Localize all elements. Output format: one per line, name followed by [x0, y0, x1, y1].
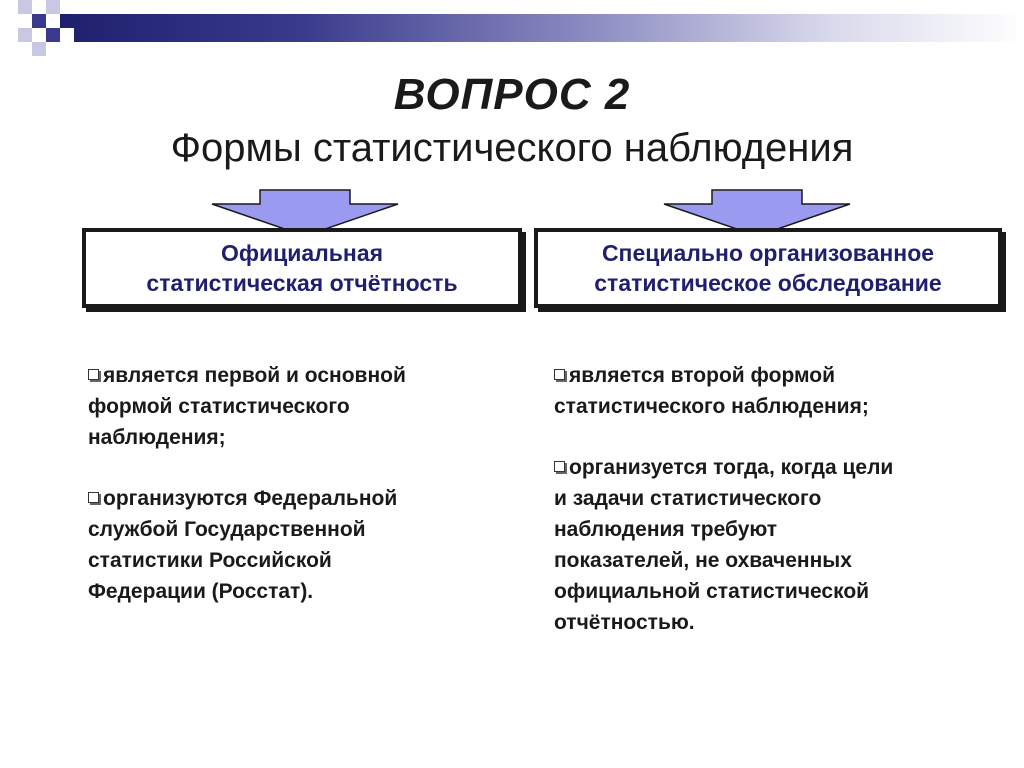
slide-title: ВОПРОС 2	[393, 70, 631, 119]
left-bullet-list	[88, 360, 508, 637]
list-item-text: организуются Федеральной службой Государственной статистики Российской Федерации (Росстат).	[88, 487, 398, 603]
left-box-line2: статистическая отчётность	[146, 270, 458, 296]
decor-square	[32, 14, 46, 28]
decor-square	[18, 0, 32, 14]
list-item-text: организуется тогда, когда цели и задачи статистического наблюдения требуют показателей, не охваченных официальной статистической отчётностью.	[554, 456, 894, 634]
list-item	[88, 360, 508, 453]
slide-subtitle: Формы статистического наблюдения	[170, 126, 854, 170]
checkbox-bullet-icon	[88, 369, 99, 380]
right-category-box	[534, 228, 1002, 308]
checkbox-bullet-icon	[554, 461, 565, 472]
decor-square	[46, 0, 60, 14]
right-bullet-list	[554, 360, 994, 668]
left-box-line1: Официальная	[220, 240, 384, 266]
list-item	[554, 452, 994, 638]
checkbox-bullet-icon	[88, 492, 99, 503]
right-box-line2: статистическое обследование	[594, 270, 942, 296]
list-item-text: является первой и основной формой статистического наблюдения;	[88, 364, 406, 449]
checkbox-bullet-icon	[554, 369, 565, 380]
decor-square	[46, 28, 60, 42]
left-category-box	[82, 228, 522, 308]
decor-square	[32, 42, 46, 56]
header-banner	[60, 14, 1024, 42]
decor-square	[60, 28, 74, 42]
list-item-text: является второй формой статистического наблюдения;	[554, 364, 869, 418]
list-item	[554, 360, 994, 422]
decor-square	[18, 28, 32, 42]
list-item	[88, 483, 508, 607]
right-box-line1: Специально организованное	[601, 240, 935, 266]
